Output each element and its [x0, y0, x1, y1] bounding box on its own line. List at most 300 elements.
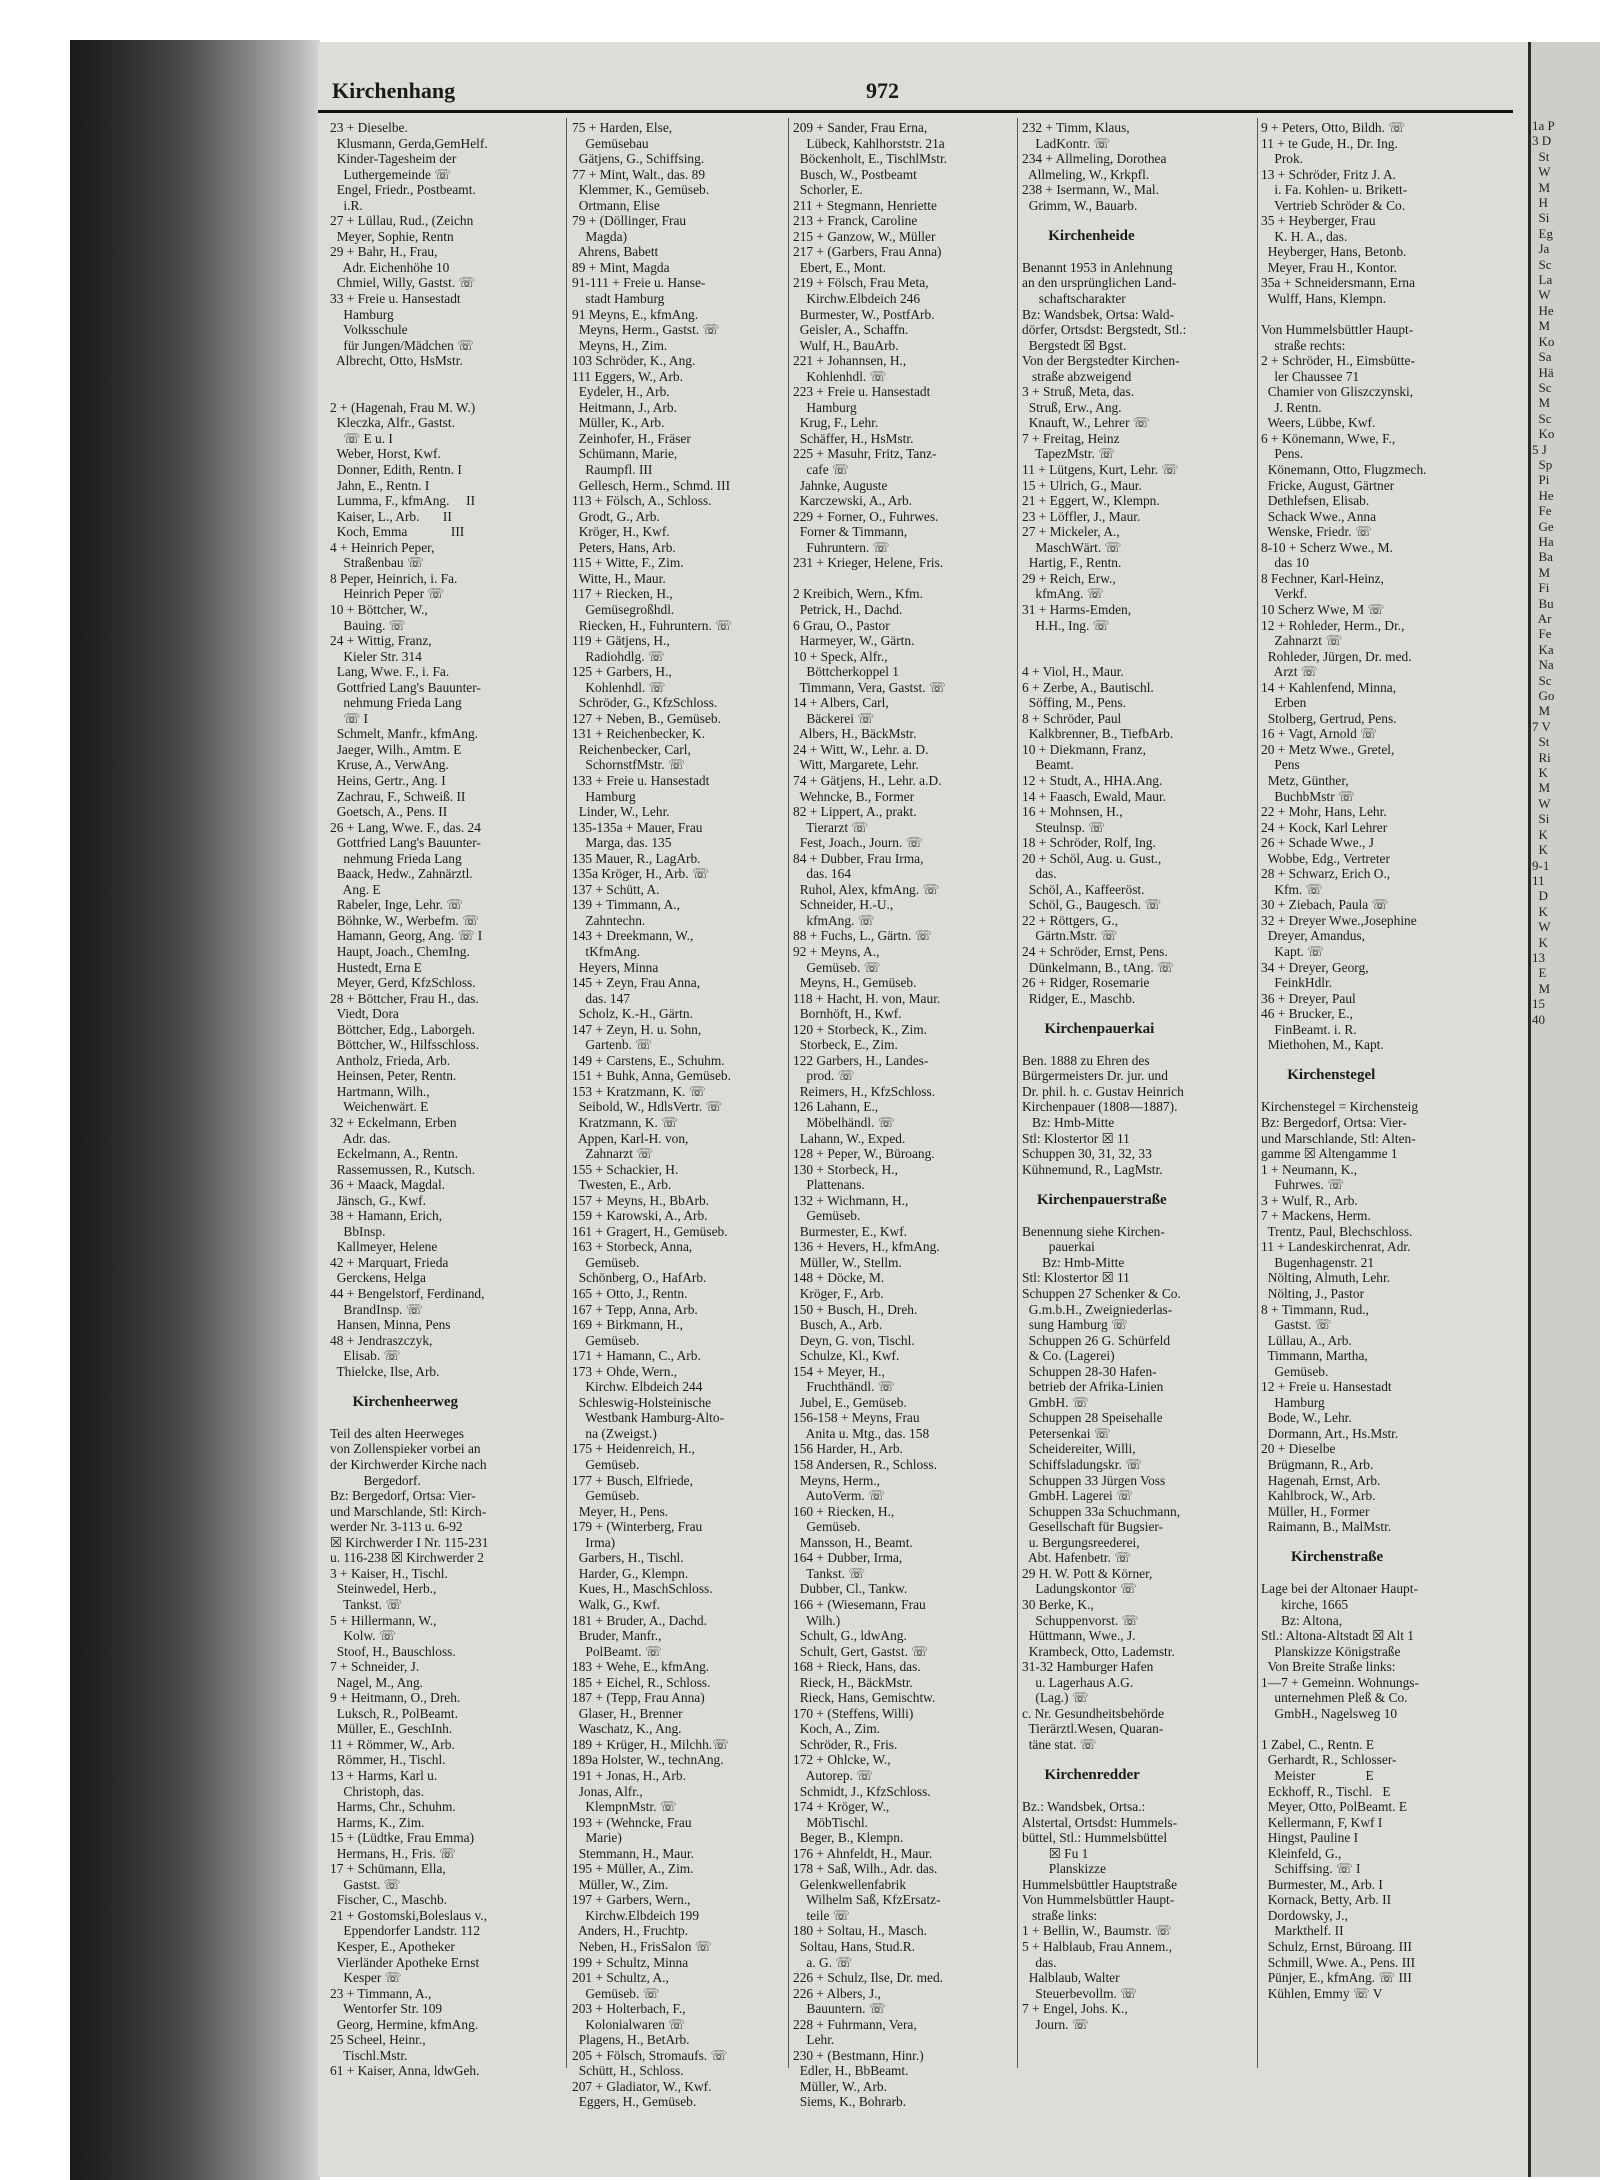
- edge-line: Fi: [1532, 580, 1550, 596]
- edge-line: 15: [1532, 996, 1545, 1012]
- entry-line: KlempnMstr. ☏: [572, 1799, 677, 1815]
- entry-line: Riecken, H., Fuhruntern. ☏: [572, 617, 732, 633]
- entry-line: 160 + Riecken, H.,: [793, 1503, 895, 1519]
- entry-line: 48 + Jendraszczyk,: [330, 1332, 433, 1348]
- entry-line: Lüllau, A., Arb.: [1261, 1332, 1352, 1348]
- entry-line: 231 + Krieger, Helene, Fris.: [793, 555, 944, 571]
- entry-line: Nölting, Almuth, Lehr.: [1261, 1270, 1391, 1286]
- entry-line: Pens.: [1261, 446, 1304, 462]
- column-divider: [1257, 118, 1258, 2068]
- entry-line: 2 + (Hagenah, Frau M. W.): [330, 399, 476, 415]
- entry-line: 12 + Rohleder, Herm., Dr.,: [1261, 617, 1405, 633]
- entry-line: 228 + Fuhrmann, Vera,: [793, 2016, 917, 2032]
- entry-line: GmbH. Lagerei ☏: [1022, 1488, 1133, 1504]
- entry-line: 219 + Fölsch, Frau Meta,: [793, 275, 929, 291]
- entry-line: 173 + Ohde, Wern.,: [572, 1363, 678, 1379]
- entry-line: 132 + Wichmann, H.,: [793, 1192, 909, 1208]
- entry-line: 8 + Timmann, Rud.,: [1261, 1301, 1370, 1317]
- entry-line: Krambeck, Otto, Lademstr.: [1022, 1643, 1175, 1659]
- entry-line: 201 + Schultz, A.,: [572, 1970, 669, 1986]
- entry-line: 197 + Garbers, Wern.,: [572, 1892, 691, 1908]
- entry-line: Erben: [1261, 695, 1307, 711]
- edge-line: Sa: [1532, 349, 1552, 365]
- entry-line: 30 + Ziebach, Paula ☏: [1261, 897, 1389, 913]
- entry-line: Meister E: [1261, 1767, 1374, 1783]
- entry-line: 6 Grau, O., Pastor: [793, 617, 890, 633]
- entry-line: 209 + Sander, Frau Erna,: [793, 120, 928, 135]
- entry-line: 226 + Schulz, Ilse, Dr. med.: [793, 1970, 943, 1986]
- entry-line: 217 + (Garbers, Frau Anna): [793, 244, 942, 260]
- entry-line: [330, 1410, 488, 1426]
- entry-line: u. Bergungsreederei,: [1022, 1534, 1140, 1550]
- entry-line: Vierländer Apotheke Ernst: [330, 1954, 480, 1970]
- entry-line: 176 + Ahnfeldt, H., Maur.: [793, 1845, 933, 1861]
- street-heading: Kirchenpauerstraße: [1022, 1191, 1167, 1208]
- entry-line: Harms, Chr., Schuhm.: [330, 1799, 456, 1815]
- entry-line: Kellermann, F, Kwf I: [1261, 1814, 1383, 1830]
- entry-line: 32 + Dreyer Wwe.,Josephine: [1261, 912, 1417, 928]
- entry-line: Allmeling, W., Krkpfl.: [1022, 166, 1150, 182]
- entry-line: 22 + Mohr, Hans, Lehr.: [1261, 804, 1387, 820]
- entry-line: 163 + Storbeck, Anna,: [572, 1239, 693, 1255]
- entry-line: kfmAng. ☏: [1022, 586, 1104, 602]
- entry-line: Schulz, Ernst, Büroang. III: [1261, 1938, 1412, 1954]
- entry-line: 2 + Schröder, H., Eimsbütte-: [1261, 353, 1415, 369]
- entry-line: und Marschlande, Stl: Alten-: [1261, 1130, 1416, 1146]
- entry-line: Engel, Friedr., Postbeamt.: [330, 182, 476, 198]
- entry-line: Dünkelmann, B., tAng. ☏: [1022, 959, 1174, 975]
- entry-line: 207 + Gladiator, W., Kwf.: [572, 2078, 712, 2094]
- entry-line: 203 + Holterbach, F.,: [572, 2001, 686, 2017]
- entry-line: Steinwedel, Herb.,: [330, 1581, 437, 1597]
- entry-line: Kfm. ☏: [1261, 881, 1323, 897]
- edge-line: Ri: [1532, 749, 1551, 765]
- entry-line: 91 Meyns, E., kfmAng.: [572, 306, 699, 322]
- entry-line: 5 + Hillermann, W.,: [330, 1612, 437, 1628]
- entry-line: 20 + Metz Wwe., Gretel,: [1261, 741, 1395, 757]
- entry-line: 205 + Fölsch, Stromaufs. ☏: [572, 2047, 728, 2063]
- entry-line: prod. ☏: [793, 1068, 855, 1084]
- entry-line: Siems, K., Bohrarb.: [793, 2094, 907, 2110]
- entry-line: Scholz, K.-H., Gärtn.: [572, 1006, 693, 1022]
- entry-line: Hamann, Georg, Ang. ☏ I: [330, 928, 483, 944]
- entry-line: H.H., Ing. ☏: [1022, 617, 1110, 633]
- entry-line: Dordowsky, J.,: [1261, 1907, 1348, 1923]
- entry-line: 103 Schröder, K., Ang.: [572, 353, 696, 369]
- entry-line: [1261, 1053, 1427, 1069]
- entry-line: MaschWärt. ☏: [1022, 539, 1122, 555]
- entry-line: Weers, Lübbe, Kwf.: [1261, 415, 1376, 431]
- entry-line: 153 + Kratzmann, K. ☏: [572, 1083, 706, 1099]
- entry-line: Stolberg, Gertrud, Pens.: [1261, 710, 1397, 726]
- entry-line: Karczewski, A., Arb.: [793, 493, 912, 509]
- entry-line: [1022, 1177, 1186, 1193]
- edge-line: Ha: [1532, 533, 1554, 549]
- entry-line: 24 + Kock, Karl Lehrer: [1261, 819, 1388, 835]
- entry-line: Gastst. ☏: [1261, 1317, 1332, 1333]
- entry-line: von Zollenspieker vorbei an: [330, 1441, 481, 1457]
- entry-line: 145 + Zeyn, Frau Anna,: [572, 975, 701, 991]
- entry-line: 215 + Ganzow, W., Müller: [793, 228, 936, 244]
- entry-line: Petrick, H., Dachd.: [793, 601, 903, 617]
- entry-line: Kesper ☏: [330, 1970, 402, 1986]
- entry-line: Gemüseb. ☏: [793, 959, 881, 975]
- entry-line: Wobbe, Edg., Vertreter: [1261, 850, 1390, 866]
- entry-line: Burmester, E., Kwf.: [793, 1223, 908, 1239]
- edge-line: K: [1532, 842, 1548, 858]
- entry-line: 183 + Wehe, E., kfmAng.: [572, 1659, 710, 1675]
- entry-line: na (Zweigst.): [572, 1425, 657, 1441]
- entry-line: Hansen, Minna, Pens: [330, 1317, 451, 1333]
- edge-line: Eg: [1532, 225, 1553, 241]
- entry-line: Bz: Wandsbek, Ortsa: Wald-: [1022, 306, 1175, 322]
- edge-line: Ko: [1532, 426, 1555, 442]
- entry-line: 26 + Schade Wwe., J: [1261, 835, 1374, 851]
- entry-line: Witte, H., Maur.: [572, 570, 666, 586]
- entry-line: [1261, 1535, 1427, 1551]
- street-heading: Kirchenpauerkai: [1022, 1020, 1155, 1037]
- entry-line: Eppendorfer Landstr. 112: [330, 1923, 481, 1939]
- entry-line: Kirchw.Elbdeich 246: [793, 291, 921, 307]
- entry-line: Meyns, Herm., Gastst. ☏: [572, 322, 720, 338]
- entry-line: 9 + Heitmann, O., Dreh.: [330, 1690, 461, 1706]
- entry-line: BrandInsp. ☏: [330, 1301, 423, 1317]
- entry-line: 84 + Dubber, Frau Irma,: [793, 850, 924, 866]
- edge-line: 1a P: [1532, 118, 1555, 133]
- entry-line: Eydeler, H., Arb.: [572, 384, 670, 400]
- entry-line: 7 + Schneider, J.: [330, 1659, 420, 1675]
- entry-line: Bauing. ☏: [330, 617, 406, 633]
- entry-line: [1022, 1208, 1186, 1224]
- entry-line: Arzt ☏: [1261, 664, 1318, 680]
- entry-line: PolBeamt. ☏: [572, 1643, 662, 1659]
- entry-line: Benannt 1953 in Anlehnung: [1022, 259, 1173, 275]
- entry-line: 135 Mauer, R., LagArb.: [572, 850, 701, 866]
- entry-line: Bergstedt ☒ Bgst.: [1022, 337, 1127, 353]
- entry-line: 75 + Harden, Else,: [572, 120, 673, 135]
- entry-line: 161 + Gragert, H., Gemüseb.: [572, 1223, 728, 1239]
- entry-line: Schütt, H., Schloss.: [572, 2063, 684, 2079]
- entry-line: Appen, Karl-H. von,: [572, 1130, 689, 1146]
- edge-line: 3 D: [1532, 133, 1552, 149]
- entry-line: Meyns, H., Gemüseb.: [793, 975, 917, 991]
- entry-line: 10 + Speck, Alfr.,: [793, 648, 888, 664]
- entry-line: Pens: [1261, 757, 1300, 773]
- entry-line: Heitmann, J., Arb.: [572, 399, 677, 415]
- entry-line: G.m.b.H., Zweigniederlas-: [1022, 1301, 1173, 1317]
- entry-line: [1261, 1721, 1427, 1737]
- entry-line: Zahnarzt ☏: [1261, 633, 1343, 649]
- entry-line: Heinrich Peper ☏: [330, 586, 445, 602]
- edge-line: M: [1532, 780, 1551, 796]
- entry-line: Harder, G., Klempn.: [572, 1565, 689, 1581]
- entry-line: Schöl, G., Baugesch. ☏: [1022, 897, 1162, 913]
- entry-line: 23 + Timmann, A.,: [330, 1985, 432, 2001]
- entry-line: 20 + Schöl, Aug. u. Gust.,: [1022, 850, 1162, 866]
- entry-line: 130 + Storbeck, H.,: [793, 1161, 898, 1177]
- entry-line: 26 + Ridger, Rosemarie: [1022, 975, 1150, 991]
- entry-line: Dreyer, Amandus,: [1261, 928, 1365, 944]
- entry-line: Bergedorf.: [330, 1472, 421, 1488]
- entry-line: Tierarzt ☏: [793, 819, 869, 835]
- entry-line: stadt Hamburg: [572, 291, 665, 307]
- entry-line: 1 Zabel, C., Rentn. E: [1261, 1736, 1375, 1752]
- entry-line: 89 + Mint, Magda: [572, 259, 670, 275]
- entry-line: Markthelf. II: [1261, 1923, 1344, 1939]
- entry-line: Lumma, F., kfmAng. II: [330, 493, 476, 509]
- entry-line: 127 + Neben, B., Gemüseb.: [572, 710, 721, 726]
- entry-line: Walk, G., Kwf.: [572, 1596, 660, 1612]
- entry-line: Volksschule: [330, 322, 408, 338]
- entry-line: Dubber, Cl., Tankw.: [793, 1581, 908, 1597]
- entry-line: 155 + Schackier, H.: [572, 1161, 679, 1177]
- edge-line: D: [1532, 888, 1548, 904]
- edge-line: Sc: [1532, 410, 1552, 426]
- entry-line: Meyns, H., Zim.: [572, 337, 668, 353]
- entry-line: Storbeck, E., Zim.: [793, 1037, 898, 1053]
- entry-line: Kaiser, L., Arb. II: [330, 508, 452, 524]
- entry-line: Adr. das.: [330, 1130, 391, 1146]
- entry-line: Kallmeyer, Helene: [330, 1239, 438, 1255]
- entry-line: Bruder, Manfr.,: [572, 1628, 662, 1644]
- entry-line: unternehmen Pleß & Co.: [1261, 1690, 1408, 1706]
- entry-line: 6 + Könemann, Wwe, F.,: [1261, 430, 1396, 446]
- entry-line: Wenske, Friedr. ☏: [1261, 524, 1372, 540]
- entry-line: Anders, H., Fruchtp.: [572, 1923, 689, 1939]
- entry-line: Lang, Wwe. F., i. Fa.: [330, 664, 450, 680]
- entry-line: 172 + Ohlcke, W.,: [793, 1752, 891, 1768]
- entry-line: Hingst, Pauline I: [1261, 1830, 1359, 1846]
- entry-line: 238 + Isermann, W., Mal.: [1022, 182, 1159, 198]
- edge-line: H: [1532, 195, 1548, 211]
- entry-line: 113 + Fölsch, A., Schloss.: [572, 493, 712, 509]
- edge-line: 13: [1532, 949, 1545, 965]
- entry-line: Zachrau, F., Schweiß. II: [330, 788, 466, 804]
- entry-line: Rassemussen, R., Kutsch.: [330, 1161, 476, 1177]
- edge-line: St: [1532, 148, 1550, 164]
- entry-line: Weber, Horst, Kwf.: [330, 446, 441, 462]
- street-heading: Kirchenstraße: [1261, 1549, 1384, 1566]
- entry-line: 177 + Busch, Elfriede,: [572, 1472, 693, 1488]
- entry-line: SchornstfMstr. ☏: [572, 757, 685, 773]
- entry-line: Nagel, M., Ang.: [330, 1674, 423, 1690]
- entry-line: Müller, W., Arb.: [793, 2078, 887, 2094]
- entry-line: 25 Scheel, Heinr.,: [330, 2032, 426, 2048]
- entry-line: Fricke, August, Gärtner: [1261, 477, 1395, 493]
- entry-line: 131 + Reichenbecker, K.: [572, 726, 706, 742]
- entry-line: Schöl, A., Kaffeeröst.: [1022, 881, 1145, 897]
- entry-line: Kieler Str. 314: [330, 648, 422, 664]
- entry-line: Gerhardt, R., Schlosser-: [1261, 1752, 1397, 1768]
- entry-line: Reimers, H., KfzSchloss.: [793, 1083, 936, 1099]
- entry-line: Jahnke, Auguste: [793, 477, 888, 493]
- entry-line: Schorler, E.: [793, 182, 863, 198]
- entry-line: Meyer, Gerd, KfzSchloss.: [330, 975, 476, 991]
- entry-line: 179 + (Winterberg, Frau: [572, 1519, 703, 1535]
- entry-line: Rabeler, Inge, Lehr. ☏: [330, 897, 463, 913]
- entry-line: 180 + Soltau, H., Masch.: [793, 1923, 928, 1939]
- entry-line: 74 + Gätjens, H., Lehr. a.D.: [793, 772, 942, 788]
- entry-line: 8 + Schröder, Paul: [1022, 710, 1122, 726]
- entry-line: 34 + Dreyer, Georg,: [1261, 959, 1369, 975]
- entry-line: Römmer, H., Tischl.: [330, 1752, 446, 1768]
- entry-line: Bz.: Wandsbek, Ortsa.:: [1022, 1799, 1146, 1815]
- edge-line: M: [1532, 395, 1551, 411]
- edge-line: 5 J: [1532, 441, 1547, 457]
- entry-line: [1022, 1784, 1186, 1800]
- entry-line: Ridger, E., Maschb.: [1022, 990, 1136, 1006]
- entry-line: Wilhelm Saß, KfzErsatz-: [793, 1892, 941, 1908]
- entry-line: Meyer, Otto, PolBeamt. E: [1261, 1799, 1407, 1815]
- column-3: [793, 120, 947, 2110]
- entry-line: Fuhruntern. ☏: [793, 539, 890, 555]
- entry-line: Gemüseb.: [572, 1254, 640, 1270]
- edge-line: 11: [1532, 872, 1545, 888]
- entry-line: Kirchw. Elbdeich 244: [572, 1379, 703, 1395]
- entry-line: 221 + Johannsen, H.,: [793, 353, 907, 369]
- entry-line: werder Nr. 3-113 u. 6-92: [330, 1519, 463, 1535]
- entry-line: 14 + Kahlenfend, Minna,: [1261, 679, 1397, 695]
- entry-line: Weichenwärt. E: [330, 1099, 429, 1115]
- edge-line: E: [1532, 965, 1547, 981]
- entry-line: Abt. Hafenbetr. ☏: [1022, 1550, 1131, 1566]
- entry-line: Schiffsing. ☏ I: [1261, 1861, 1361, 1877]
- edge-line: Ko: [1532, 333, 1555, 349]
- entry-line: 14 + Albers, Carl,: [793, 695, 889, 711]
- entry-line: Vertrieb Schröder & Co.: [1261, 197, 1406, 213]
- entry-line: Timmann, Martha,: [1261, 1348, 1368, 1364]
- entry-line: Plattenans.: [793, 1177, 865, 1193]
- entry-line: Petersenkai ☏: [1022, 1425, 1111, 1441]
- entry-line: kfmAng. ☏: [793, 912, 875, 928]
- entry-line: büttel, Stl.: Hummelsbüttel: [1022, 1830, 1168, 1846]
- entry-line: Rieck, Hans, Gemischtw.: [793, 1690, 936, 1706]
- entry-line: Kesper, E., Apotheker: [330, 1938, 455, 1954]
- entry-line: Tankst. ☏: [330, 1596, 403, 1612]
- entry-line: 33 + Freie u. Hansestadt: [330, 291, 461, 307]
- entry-line: Pünjer, E., kfmAng. ☏ III: [1261, 1970, 1412, 1986]
- entry-line: Gastst. ☏: [330, 1876, 401, 1892]
- entry-line: Kapt. ☏: [1261, 943, 1324, 959]
- entry-line: kirche, 1665: [1261, 1596, 1349, 1612]
- entry-line: 10 Scherz Wwe, M ☏: [1261, 601, 1385, 617]
- entry-line: Kornack, Betty, Arb. II: [1261, 1892, 1392, 1908]
- entry-line: Prok.: [1261, 151, 1304, 167]
- entry-line: 1 + Neumann, K.,: [1261, 1161, 1358, 1177]
- edge-line: M: [1532, 318, 1551, 334]
- entry-line: Kinder-Tagesheim der: [330, 151, 457, 167]
- entry-line: 119 + Gätjens, H.,: [572, 633, 670, 649]
- entry-line: [1022, 244, 1186, 260]
- entry-line: 2 Kreibich, Wern., Kfm.: [793, 586, 923, 602]
- edge-line: Ka: [1532, 641, 1554, 657]
- entry-line: Raumpfl. III: [572, 462, 653, 478]
- entry-line: Müller, H., Former: [1261, 1503, 1370, 1519]
- entry-line: Böckenholt, E., TischlMstr.: [793, 151, 948, 167]
- entry-line: Georg, Hermine, kfmAng.: [330, 2016, 479, 2032]
- edge-line: Na: [1532, 657, 1554, 673]
- entry-line: Schiffsladungskr. ☏: [1022, 1457, 1142, 1473]
- entry-line: 120 + Storbeck, K., Zim.: [793, 1021, 928, 1037]
- entry-line: Schuppen 33a Schuchmann,: [1022, 1503, 1181, 1519]
- edge-line: Fe: [1532, 503, 1552, 519]
- edge-line: W: [1532, 919, 1551, 935]
- entry-line: ☏ I: [330, 710, 368, 726]
- entry-line: Planskizze Königstraße: [1261, 1643, 1401, 1659]
- entry-line: 7 + Mackens, Herm.: [1261, 1208, 1371, 1224]
- entry-line: 28 + Böttcher, Frau H., das.: [330, 990, 479, 1006]
- entry-line: Stemmann, H., Maur.: [572, 1845, 694, 1861]
- edge-line: Sc: [1532, 672, 1552, 688]
- edge-line: Hä: [1532, 364, 1554, 380]
- entry-line: 229 + Forner, O., Fuhrwes.: [793, 508, 939, 524]
- entry-line: 5 + Halblaub, Frau Annem.,: [1022, 1938, 1172, 1954]
- entry-line: i. Fa. Kohlen- u. Brikett-: [1261, 182, 1408, 198]
- edge-line: Sc: [1532, 379, 1552, 395]
- entry-line: Bürgermeisters Dr. jur. und: [1022, 1068, 1168, 1084]
- entry-line: Gemüseb.: [572, 1457, 640, 1473]
- entry-line: 29 + Reich, Erw.,: [1022, 570, 1116, 586]
- entry-line: Hamburg: [572, 788, 636, 804]
- entry-line: Müller, K., Arb.: [572, 415, 665, 431]
- entry-line: Schröder, G., KfzSchloss.: [572, 695, 718, 711]
- entry-line: tKfmAng.: [572, 943, 641, 959]
- entry-line: Steulnsp. ☏: [1022, 819, 1105, 835]
- entry-line: Böhnke, W., Werbefm. ☏: [330, 912, 479, 928]
- entry-line: 174 + Kröger, W.,: [793, 1799, 890, 1815]
- entry-line: Stoof, H., Bauschloss.: [330, 1643, 456, 1659]
- entry-line: 156 Harder, H., Arb.: [793, 1441, 903, 1457]
- entry-line: [1022, 1006, 1186, 1022]
- entry-line: 61 + Kaiser, Anna, ldwGeh.: [330, 2063, 480, 2079]
- entry-line: 10 + Böttcher, W.,: [330, 601, 428, 617]
- entry-line: Möbelhändl. ☏: [793, 1115, 895, 1130]
- entry-line: 157 + Meyns, H., BbArb.: [572, 1192, 709, 1208]
- entry-line: Kratzmann, K. ☏: [572, 1115, 678, 1130]
- entry-line: 12 + Studt, A., HHA.Ang.: [1022, 772, 1163, 788]
- entry-line: Reichenbecker, Carl,: [572, 741, 691, 757]
- entry-line: Gemüsegroßhdl.: [572, 601, 675, 617]
- entry-line: Schmelt, Manfr., kfmAng.: [330, 726, 479, 742]
- entry-line: 165 + Otto, J., Rentn.: [572, 1286, 688, 1302]
- entry-line: an den ursprünglichen Land-: [1022, 275, 1177, 291]
- entry-line: Beger, B., Klempn.: [793, 1830, 904, 1846]
- entry-line: 234 + Allmeling, Dorothea: [1022, 151, 1167, 167]
- entry-line: Grimm, W., Bauarb.: [1022, 197, 1138, 213]
- entry-line: Ben. 1888 zu Ehren des: [1022, 1052, 1150, 1068]
- entry-line: Krug, F., Lehr.: [793, 415, 879, 431]
- entry-line: 11 + Landeskirchenrat, Adr.: [1261, 1239, 1411, 1255]
- entry-line: Kohlenhdl. ☏: [572, 679, 666, 695]
- entry-line: Christoph, das.: [330, 1783, 425, 1799]
- entry-line: 44 + Bengelstorf, Ferdinand,: [330, 1286, 485, 1302]
- entry-line: Heyers, Minna: [572, 959, 659, 975]
- entry-line: 14 + Faasch, Ewald, Maur.: [1022, 788, 1167, 804]
- entry-line: 17 + Schümann, Ella,: [330, 1861, 446, 1877]
- entry-line: 126 Lahann, E.,: [793, 1099, 879, 1115]
- edge-line: M: [1532, 703, 1551, 719]
- entry-line: 29 H. W. Pott & Körner,: [1022, 1565, 1153, 1581]
- entry-line: Söffing, M., Pens.: [1022, 695, 1126, 711]
- entry-line: Bz: Bergedorf, Ortsa: Vier-: [330, 1488, 476, 1504]
- entry-line: Wilh.): [793, 1612, 841, 1628]
- entry-line: straße abzweigend: [1022, 368, 1132, 384]
- entry-line: 27 + Mickeler, A.,: [1022, 524, 1120, 540]
- entry-line: u. Lagerhaus A.G.: [1022, 1674, 1134, 1690]
- entry-line: 223 + Freie u. Hansestadt: [793, 384, 931, 400]
- entry-line: 225 + Masuhr, Fritz, Tanz-: [793, 446, 937, 462]
- entry-line: Luthergemeinde ☏: [330, 166, 451, 182]
